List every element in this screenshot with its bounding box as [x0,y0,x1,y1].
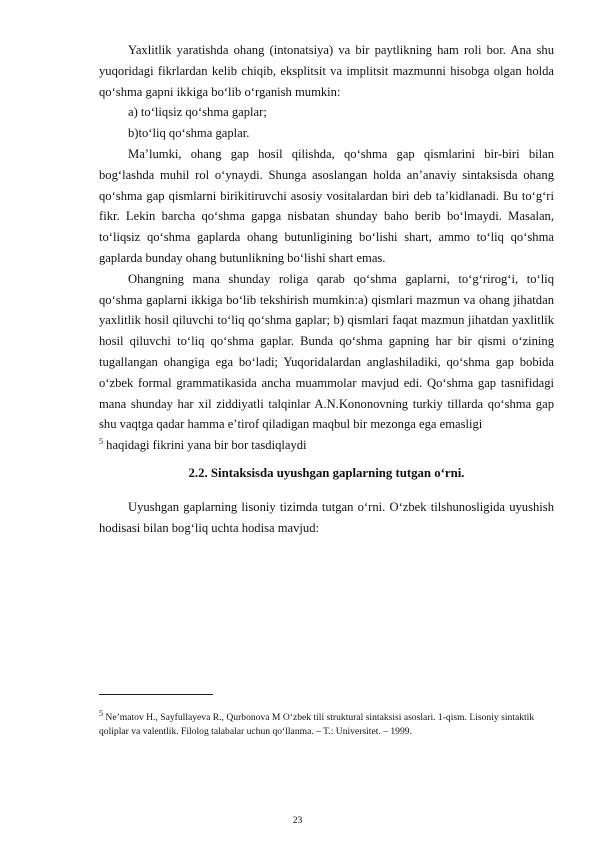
section-heading: 2.2. Sintaksisda uyushgan gaplarning tutgan oʻrni. [188,465,465,480]
paragraph-4: Uyushgan gaplarning lisoniy tizimda tutgan oʻrni. Oʻzbek tilshunosligida uyushish hodisasi bilan bogʻliq uchta hodisa mavjud: [99,499,554,535]
footnote-reference: 5 [99,436,103,446]
footnote-marker: 5 [99,708,103,718]
paragraph-3-continuation [99,435,554,456]
footnote-text: Neʼmatov H., Sayfullayeva R., Qurbonova M Oʻzbek tili struktural sintaksisi asoslari. 1-qism. Lisoniy sintaktik qoliplar va valentlik. Filolog talabalar uchun qoʻllanma. – T.: Universitet. – 1999. [99,712,535,737]
paragraph-2: Maʼlumki, ohang gap hosil qilishda, qoʻshma gap qismlarini bir-biri bilan bogʻlashda muhil rol oʻynaydi. Shunga asoslangan holda anʼanaviy sintaksisda ohang qoʻshma gap qismlarni birikitiruvchi asosiy vositalardan biri deb taʼkidlanadi. Bu toʻgʻri fikr. Lekin barcha qoʻshma gapga nisbatan shunday baho berib boʻlmaydi. Masalan, toʻliqsiz qoʻshma gaplarda ohang butunligining boʻlishi shart, ammo toʻliq qoʻshma gaplarda bunday ohang butunlikning boʻlishi shart emas. [99,146,554,265]
page-number: 23 [292,815,303,826]
paragraph-1: Yaxlitlik yaratishda ohang (intonatsiya) va bir paytlikning ham roli bor. Ana shu yuqoridagi fikrlardan kelib chiqib, eksplitsit va implitsit mazmunni hisobga olgan holda qoʻshma gapni ikkiga boʻlib oʻrganish mumkin: [99,43,554,99]
list-item-b: b)toʻliq qoʻshma gaplar. [128,126,250,141]
footnote-divider [99,694,213,695]
paragraph-3-tail: haqidagi fikrini yana bir bor tasdiqlaydi [103,438,307,453]
paragraph-3 [99,269,554,435]
footnote [99,708,554,738]
paragraph-3-text: Ohangning mana shunday roliga qarab qoʻshma gaplarni, toʻgʻrirogʻi, toʻliq qoʻshma gaplarni ikkiga boʻlib tekshirish mumkin:a) qismlari mazmun va ohang jihatdan yaxlitlik hosil qiluvchi toʻliq qoʻshma gaplar; b) qismlari faqat mazmun jihatdan yaxlitlik hosil qiluvchi toʻliq qoʻshma gaplar. Bunda qoʻshma gapning har bir qismi oʻzining tugallangan ohangiga ega boʻladi; Yuqoridalardan anglashiladiki, qoʻshma gap bobida oʻzbek formal grammatikasida ancha muammolar mavjud edi. Qoʻshma gap tasnifidagi mana shunday har xil ziddiyatli talqinlar A.N.Kononovning turkiy tillarda qoʻshma gap shu vaqtga qadar hamma eʼtirof qiladigan maqbul bir mezonga ega emasligi [99,271,554,432]
body-text [99,40,554,538]
list-item-a: a) toʻliqsiz qoʻshma gaplar; [128,105,267,120]
